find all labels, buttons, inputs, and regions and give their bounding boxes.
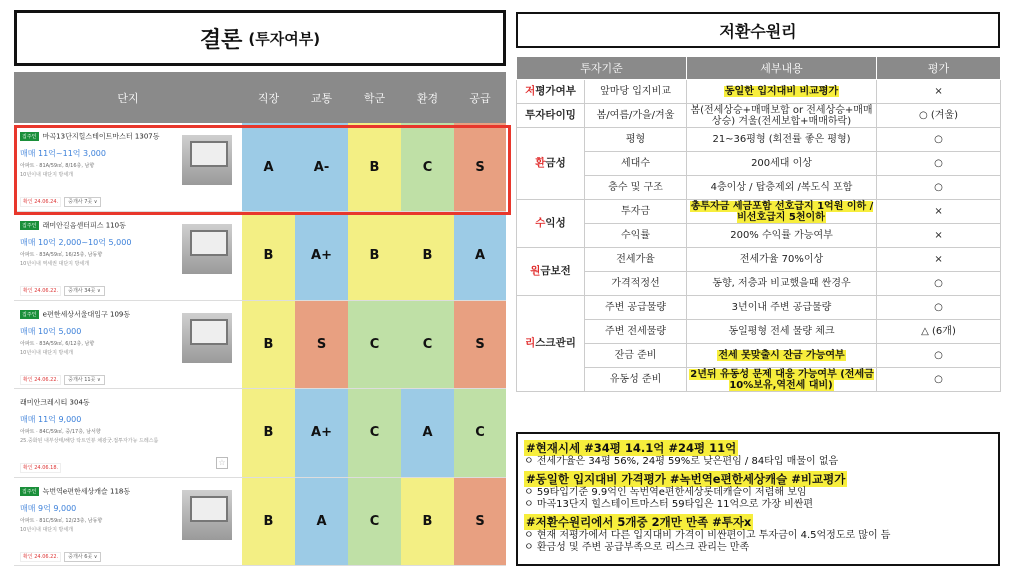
criteria-row [517,176,1001,200]
criteria-sub: 전세가율 [585,248,687,272]
listing-card[interactable] [20,129,238,209]
favorite-star-icon[interactable]: ☆ [216,457,228,469]
confirm-date: 확인 24.06.18. [20,463,61,473]
criteria-detail: 4층이상 / 탑층제외 /복도식 포함 [687,176,877,200]
summary-line: ㅇ 마곡13단지 힐스테이트마스터 59타입은 11억으로 가장 비싼편 [524,499,814,510]
criteria-sub: 층수 및 구조 [585,176,687,200]
header-environment: 환경 [401,72,454,123]
grade-cell: B [348,212,401,301]
criteria-row [517,224,1001,248]
criteria-sub: 주변 공급물량 [585,296,687,320]
criteria-sub: 앞마당 입지비교 [585,80,687,104]
confirm-date: 확인 24.06.24. [20,197,61,207]
listing-footer [20,553,101,560]
confirm-date: 확인 24.06.22. [20,552,61,562]
listing-spec: 아파트 · 84C/59㎡, 중/17층, 남서향 [20,429,101,435]
listing-features: 10년이내 대단지 방세개 [20,526,74,533]
grade-cell: B [242,477,295,566]
agent-count-button[interactable]: 중개사 7곳 ∨ [64,197,101,207]
listing-photo[interactable] [182,135,232,185]
criteria-detail: 200% 수익률 가능여부 [687,224,877,248]
listing-cell [14,477,242,566]
criteria-sub: 수익률 [585,224,687,248]
criteria-row [517,368,1001,392]
confirm-date: 확인 24.06.22. [20,375,61,385]
criteria-detail [687,368,877,392]
criteria-sub: 평형 [585,128,687,152]
listing-price: 매매 10억 5,000 [20,326,82,336]
summary-line: ㅇ 전세가율은 34평 56%, 24평 59%로 낮은편임 / 84타입 매물이 없음 [524,456,839,467]
criteria-eval: × [877,200,1001,224]
criteria-detail: 동일평형 전세 물량 체크 [687,320,877,344]
detail-highlight: 동일한 입지대비 비교평가 [724,86,839,97]
criteria-category: 리스크관리 [517,296,585,392]
listing-cell [14,123,242,212]
complex-row[interactable] [14,477,506,566]
complex-row[interactable] [14,212,506,301]
listing-card[interactable] [20,395,238,475]
criteria-detail: 동향, 저층과 비교했을때 싼경우 [687,272,877,296]
criteria-category: 수익성 [517,200,585,248]
criteria-eval: ○ (겨울) [877,104,1001,128]
principle-title: 저환수원리 [516,12,1000,48]
grade-cell: C [454,389,506,478]
listing-features: 10년이내 역세권 대단지 방세개 [20,261,90,267]
grade-cell: A [401,389,454,478]
header-complex: 단지 [14,72,242,123]
grade-cell: B [348,123,401,212]
header-school: 학군 [348,72,401,123]
grade-cell: S [454,300,506,389]
criteria-row [517,320,1001,344]
complex-row[interactable] [14,300,506,389]
investment-criteria-table [516,56,1001,392]
complex-row[interactable] [14,123,506,212]
header-detail: 세부내용 [687,57,877,80]
owner-tag: 집주인 [22,134,37,140]
criteria-detail: 3년이내 주변 공급물량 [687,296,877,320]
listing-cell [14,389,242,478]
criteria-detail [687,344,877,368]
listing-photo[interactable] [182,224,232,274]
detail-highlight: 2년뒤 유동성 문제 대응 가능여부 (전세금10%보유,역전세 대비) [690,368,874,391]
criteria-category: 환금성 [517,128,585,200]
grade-cell: A [242,123,295,212]
summary-heading-compare: #동일한 입지대비 가격평가 #녹번역e편한세상캐슬 #비교평가 [526,472,846,486]
listing-card[interactable] [20,307,238,387]
criteria-sub: 가격적정선 [585,272,687,296]
listing-photo[interactable] [182,313,232,363]
criteria-sub: 유동성 준비 [585,368,687,392]
summary-line: ㅇ 환금성 및 주변 공급부족으로 리스크 관리는 만족 [524,542,750,553]
grade-cell: S [454,477,506,566]
header-criteria: 투자기준 [517,57,687,80]
header-transport: 교통 [295,72,348,123]
criteria-eval: ○ [877,272,1001,296]
listing-features: 10년이내 대단지 방세개 [20,349,74,356]
grade-cell: B [401,212,454,301]
criteria-category: 원금보전 [517,248,585,296]
listing-price: 매매 10억 2,000~10억 5,000 [20,238,132,247]
owner-tag: 집주인 [22,223,37,229]
owner-tag: 집주인 [22,311,37,318]
listing-card[interactable] [20,484,238,564]
header-supply: 공급 [454,72,506,123]
criteria-row [517,272,1001,296]
listing-price: 매매 11억 9,000 [20,415,82,424]
conclusion-title-sub: (투자여부) [248,29,321,48]
complex-grade-table [14,72,506,566]
criteria-eval: × [877,224,1001,248]
criteria-row [517,152,1001,176]
complex-name: 녹번역e편한세상캐슬 118동 [42,487,131,495]
grade-cell: C [401,300,454,389]
grade-cell: C [348,300,401,389]
agent-count-button[interactable]: 중개사 11곳 ∨ [64,375,105,385]
listing-cell [14,212,242,301]
listing-spec: 아파트 · 81A/59㎡, 8/16층, 남향 [20,163,95,169]
listing-footer [20,376,105,383]
summary-heading-price: #현재시세 #34평 14.1억 #24평 11억 [526,441,737,455]
grade-cell: B [242,389,295,478]
criteria-detail: 전세가율 70%이상 [687,248,877,272]
listing-spec: 아파트 · 83A/59㎡, 16/25층, 남동향 [20,252,103,258]
criteria-eval: × [877,80,1001,104]
criteria-eval: × [877,248,1001,272]
complex-name: 마곡13단지힐스테이트마스터 1307동 [42,132,160,141]
confirm-date: 확인 24.06.22. [20,286,61,296]
detail-highlight: 총투자금 세금포함 선호급지 1억원 이하 / 비선호급지 5천이하 [690,200,874,223]
criteria-sub: 세대수 [585,152,687,176]
grade-cell: A [454,212,506,301]
criteria-category: 투자타이밍 [517,104,585,128]
grade-cell: C [348,477,401,566]
agent-count-button[interactable]: 중개사 6곳 ∨ [64,552,101,562]
criteria-sub: 봄/여름/가을/겨울 [585,104,687,128]
summary-line: ㅇ 현재 저평가에서 다른 입지대비 가격이 비싼편이고 투자금이 4.5억정도로 많이 듬 [524,530,891,541]
grade-cell: S [295,300,348,389]
criteria-category: 저평가여부 [517,80,585,104]
complex-name: 래미안크레시티 304동 [20,398,90,407]
listing-footer [20,464,61,471]
grade-cell: B [242,212,295,301]
criteria-sub: 투자금 [585,200,687,224]
criteria-eval: ○ [877,368,1001,392]
criteria-detail: 200세대 이상 [687,152,877,176]
listing-footer [20,287,105,294]
criteria-sub: 잔금 준비 [585,344,687,368]
complex-name: 래미안길음센터피스 110동 [42,221,126,230]
criteria-detail [687,80,877,104]
criteria-eval: ○ [877,344,1001,368]
listing-price: 매매 11억~11억 3,000 [20,149,106,158]
listing-price: 매매 9억 9,000 [20,503,77,513]
criteria-eval: ○ [877,152,1001,176]
grade-cell: A+ [295,389,348,478]
grade-table-header [14,72,506,123]
criteria-detail: 21~36평형 (회전률 좋은 평형) [687,128,877,152]
owner-tag: 집주인 [22,488,37,495]
agent-count-button[interactable]: 중개사 34곳 ∨ [64,286,105,296]
criteria-eval: △ (6개) [877,320,1001,344]
criteria-row [517,104,1001,128]
listing-cell [14,300,242,389]
header-eval: 평가 [877,57,1001,80]
grade-cell: A+ [295,212,348,301]
listing-spec: 아파트 · 83A/59㎡, 6/12층, 남향 [20,340,95,347]
criteria-header [517,57,1001,80]
grade-cell: A- [295,123,348,212]
listing-features: 25.중화된 내부상태/해당 탁트인뷰 채광굿.접투자가능 드레스룸 [20,438,159,444]
grade-cell: A [295,477,348,566]
criteria-row [517,80,1001,104]
header-work: 직장 [242,72,295,123]
listing-photo[interactable] [182,490,232,540]
detail-highlight: 전세 못맞출시 잔금 가능여부 [718,350,845,361]
criteria-row [517,296,1001,320]
summary-line: ㅇ 59타입기준 9.9억인 녹번역e편한세상롯데캐슬이 저렴해 보임 [524,487,807,498]
grade-cell: B [401,477,454,566]
conclusion-title [14,10,506,66]
listing-features: 10년이내 대단지 방세개 [20,172,74,178]
criteria-row [517,248,1001,272]
complex-row[interactable] [14,389,506,478]
criteria-sub: 주변 전세물량 [585,320,687,344]
criteria-row [517,128,1001,152]
listing-spec: 아파트 · 81C/59㎡, 12/23층, 남동향 [20,517,103,524]
grade-cell: B [242,300,295,389]
criteria-eval: ○ [877,296,1001,320]
grade-cell: C [401,123,454,212]
listing-footer [20,198,101,205]
conclusion-title-main: 결론 [199,27,243,53]
summary-box [516,432,1000,566]
grade-cell: S [454,123,506,212]
criteria-detail: 봄(전세상승+매매보합 or 전세상승+매매상승) 겨울(전세보합+매매하락) [687,104,877,128]
criteria-row [517,200,1001,224]
complex-name: e편한세상서울대입구 109동 [42,310,131,318]
grade-cell: C [348,389,401,478]
criteria-row [517,344,1001,368]
listing-card[interactable] [20,218,238,298]
summary-heading-result: #저환수원리에서 5개중 2개만 만족 #투자x [526,515,752,529]
criteria-eval: ○ [877,176,1001,200]
criteria-detail [687,200,877,224]
criteria-eval: ○ [877,128,1001,152]
